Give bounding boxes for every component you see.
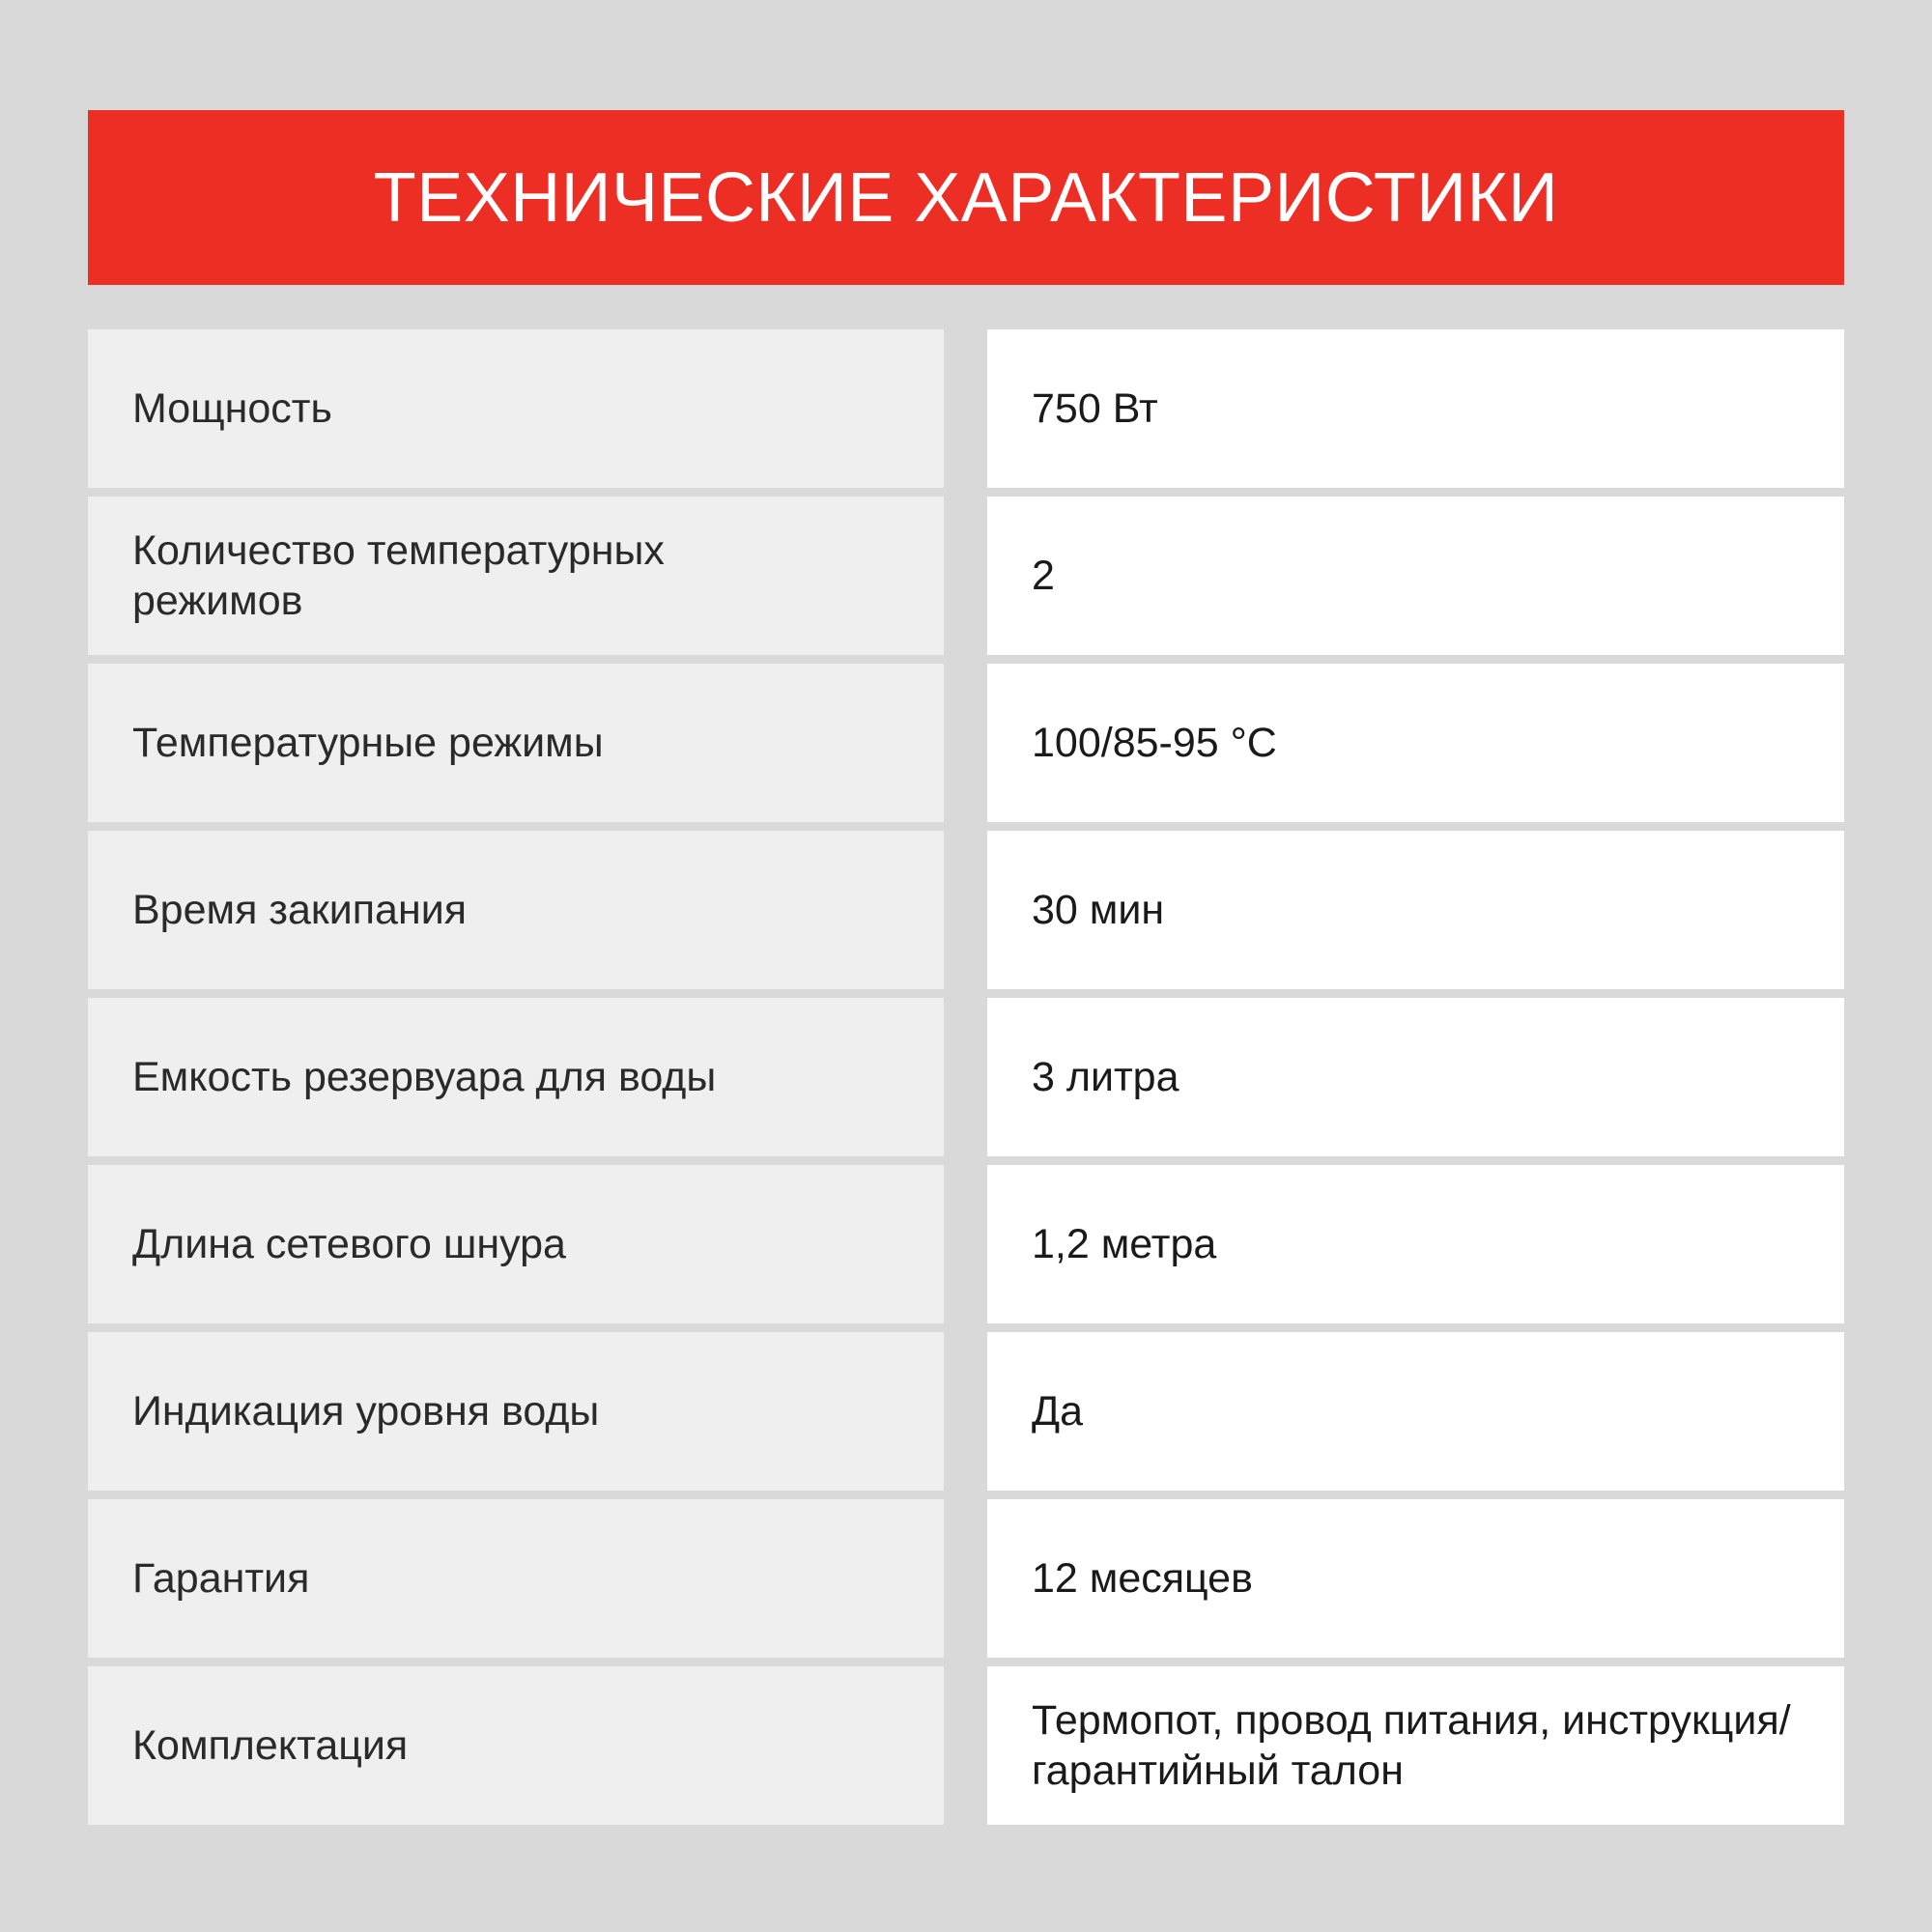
spec-label: Время закипания <box>132 887 468 933</box>
spec-value: 30 мин <box>1032 887 1165 933</box>
spec-label: Длина сетевого шнура <box>132 1221 566 1267</box>
spec-value-cell <box>987 329 1844 488</box>
spec-value-cell <box>987 831 1844 989</box>
spec-row <box>88 1332 1844 1491</box>
spec-label-cell <box>88 664 944 822</box>
spec-value: 2 <box>1032 553 1055 599</box>
spec-value: 750 Вт <box>1032 385 1158 432</box>
spec-row <box>88 329 1844 488</box>
spec-row <box>88 1165 1844 1323</box>
spec-label-cell <box>88 831 944 989</box>
spec-value-cell <box>987 497 1844 655</box>
spec-value: 100/85-95 °С <box>1032 720 1277 766</box>
spec-label-cell <box>88 1499 944 1658</box>
spec-label-cell <box>88 1666 944 1825</box>
spec-value-cell <box>987 998 1844 1156</box>
spec-label-cell <box>88 329 944 488</box>
spec-row <box>88 998 1844 1156</box>
spec-row <box>88 1499 1844 1658</box>
spec-header-banner <box>88 110 1844 285</box>
spec-label: Мощность <box>132 385 332 432</box>
spec-label-cell <box>88 497 944 655</box>
spec-row <box>88 664 1844 822</box>
spec-label-cell <box>88 1332 944 1491</box>
spec-label: Емкость резервуара для воды <box>132 1054 717 1100</box>
spec-label: Температурные режимы <box>132 720 604 766</box>
spec-row <box>88 831 1844 989</box>
spec-row <box>88 1666 1844 1825</box>
spec-value-cell <box>987 664 1844 822</box>
spec-value-cell <box>987 1165 1844 1323</box>
spec-value-cell <box>987 1499 1844 1658</box>
spec-value: 12 месяцев <box>1032 1555 1253 1602</box>
spec-label: Гарантия <box>132 1555 310 1602</box>
spec-label: Количество температурных режимов <box>132 527 665 624</box>
spec-value: Да <box>1032 1388 1084 1435</box>
spec-value: 3 литра <box>1032 1054 1179 1100</box>
spec-label-cell <box>88 998 944 1156</box>
spec-label-cell <box>88 1165 944 1323</box>
spec-value-cell <box>987 1666 1844 1825</box>
spec-value: Термопот, провод питания, инструкция/гарантийный талон <box>1032 1697 1791 1794</box>
spec-row <box>88 497 1844 655</box>
spec-label: Комплектация <box>132 1722 409 1769</box>
spec-label: Индикация уровня воды <box>132 1388 600 1435</box>
spec-table <box>88 329 1844 1825</box>
spec-value: 1,2 метра <box>1032 1221 1217 1267</box>
spec-value-cell <box>987 1332 1844 1491</box>
page-title: ТЕХНИЧЕСКИЕ ХАРАКТЕРИСТИКИ <box>373 158 1559 237</box>
